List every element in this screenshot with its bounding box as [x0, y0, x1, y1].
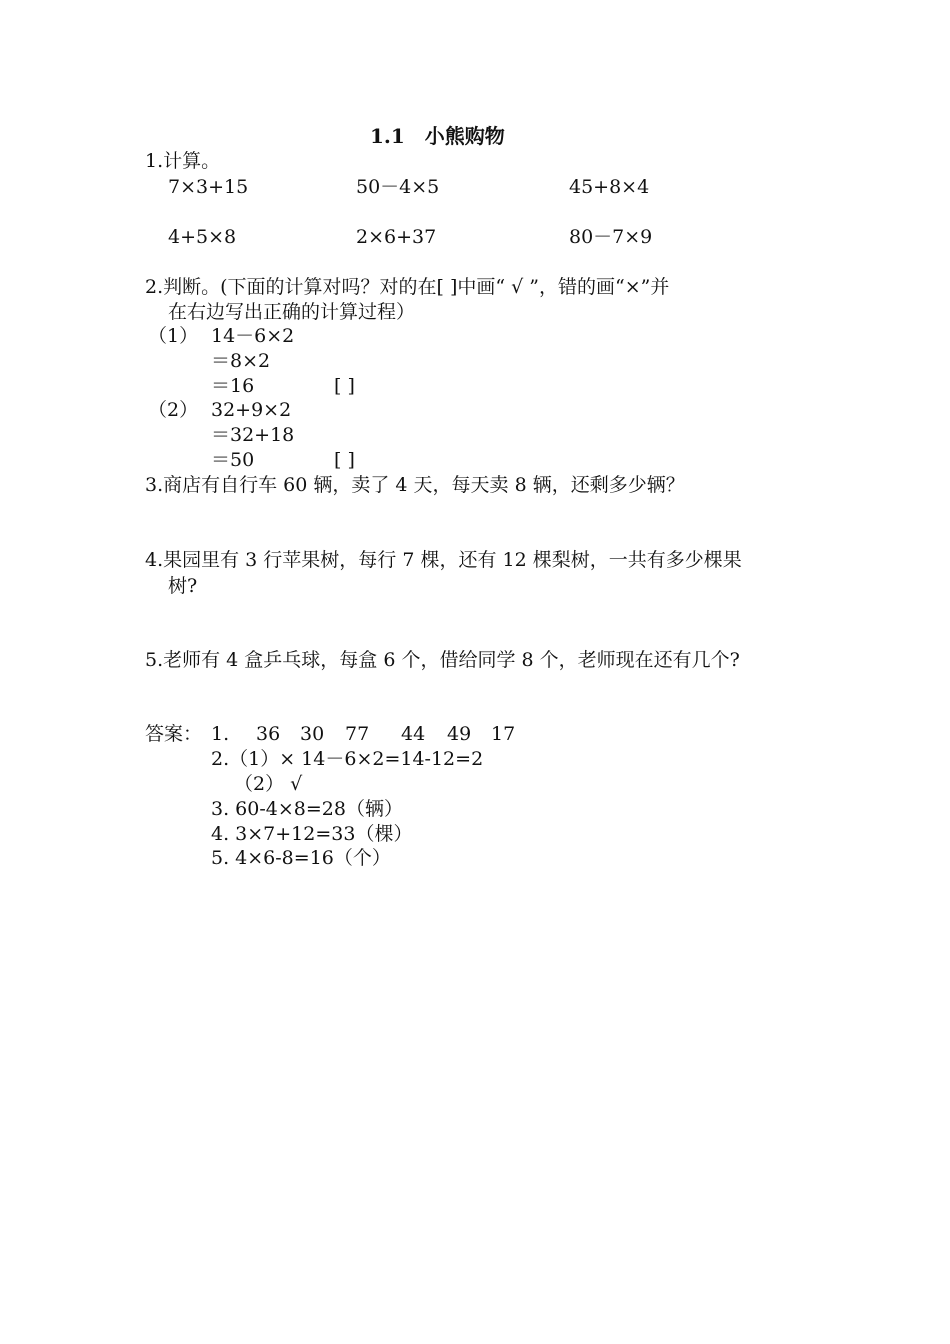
q1-item: 4+5×8	[168, 226, 237, 248]
answer-bracket[interactable]: [ ]	[334, 375, 355, 397]
answer-1-value: 49	[447, 723, 472, 745]
q2-part2-label: （2）	[148, 399, 199, 421]
answer-2-line2: （2） √	[234, 773, 303, 795]
q1-item: 7×3+15	[168, 176, 249, 198]
q1-item: 50－4×5	[356, 176, 440, 198]
answer-1-number: 1.	[211, 723, 230, 745]
q4-line1: 4.果园里有 3 行苹果树，每行 7 棵，还有 12 棵梨树，一共有多少棵果	[145, 549, 742, 571]
answer-2-line1: 2.（1）× 14－6×2=14-12=2	[211, 748, 484, 770]
q2-part2-line: ＝50	[211, 449, 255, 471]
q1-heading: 1.计算。	[145, 150, 221, 172]
q2-part1-line: 14－6×2	[211, 325, 295, 347]
page-title: 1.1 小熊购物	[370, 124, 505, 148]
q4-line2: 树?	[168, 575, 198, 597]
answer-bracket[interactable]: [ ]	[334, 449, 355, 471]
q3-text: 3.商店有自行车 60 辆，卖了 4 天，每天卖 8 辆，还剩多少辆？	[145, 474, 685, 496]
answer-4: 4. 3×7+12=33（棵）	[211, 823, 413, 845]
answer-1-value: 36	[256, 723, 281, 745]
answers-label: 答案：	[145, 723, 203, 745]
q1-item: 80－7×9	[569, 226, 653, 248]
answer-5: 5. 4×6-8=16（个）	[211, 847, 391, 869]
answer-1-value: 17	[491, 723, 516, 745]
q1-item: 2×6+37	[356, 226, 437, 248]
answer-1-value: 44	[401, 723, 426, 745]
q2-part2-line: ＝32+18	[211, 424, 295, 446]
answer-1-value: 77	[345, 723, 370, 745]
q2-part1-label: （1）	[148, 325, 199, 347]
q1-item: 45+8×4	[569, 176, 650, 198]
q2-heading-line2: 在右边写出正确的计算过程）	[168, 301, 416, 323]
q5-text: 5.老师有 4 盒乒乓球，每盒 6 个，借给同学 8 个，老师现在还有几个?	[145, 649, 740, 671]
q2-part1-line: ＝16	[211, 375, 255, 397]
q2-part2-line: 32+9×2	[211, 399, 292, 421]
answer-1-value: 30	[300, 723, 325, 745]
answer-3: 3. 60-4×8=28（辆）	[211, 798, 403, 820]
q2-heading-line1: 2.判断。(下面的计算对吗？对的在[ ]中画“ √ ”，错的画“×”并	[145, 276, 670, 298]
q2-part1-line: ＝8×2	[211, 350, 271, 372]
